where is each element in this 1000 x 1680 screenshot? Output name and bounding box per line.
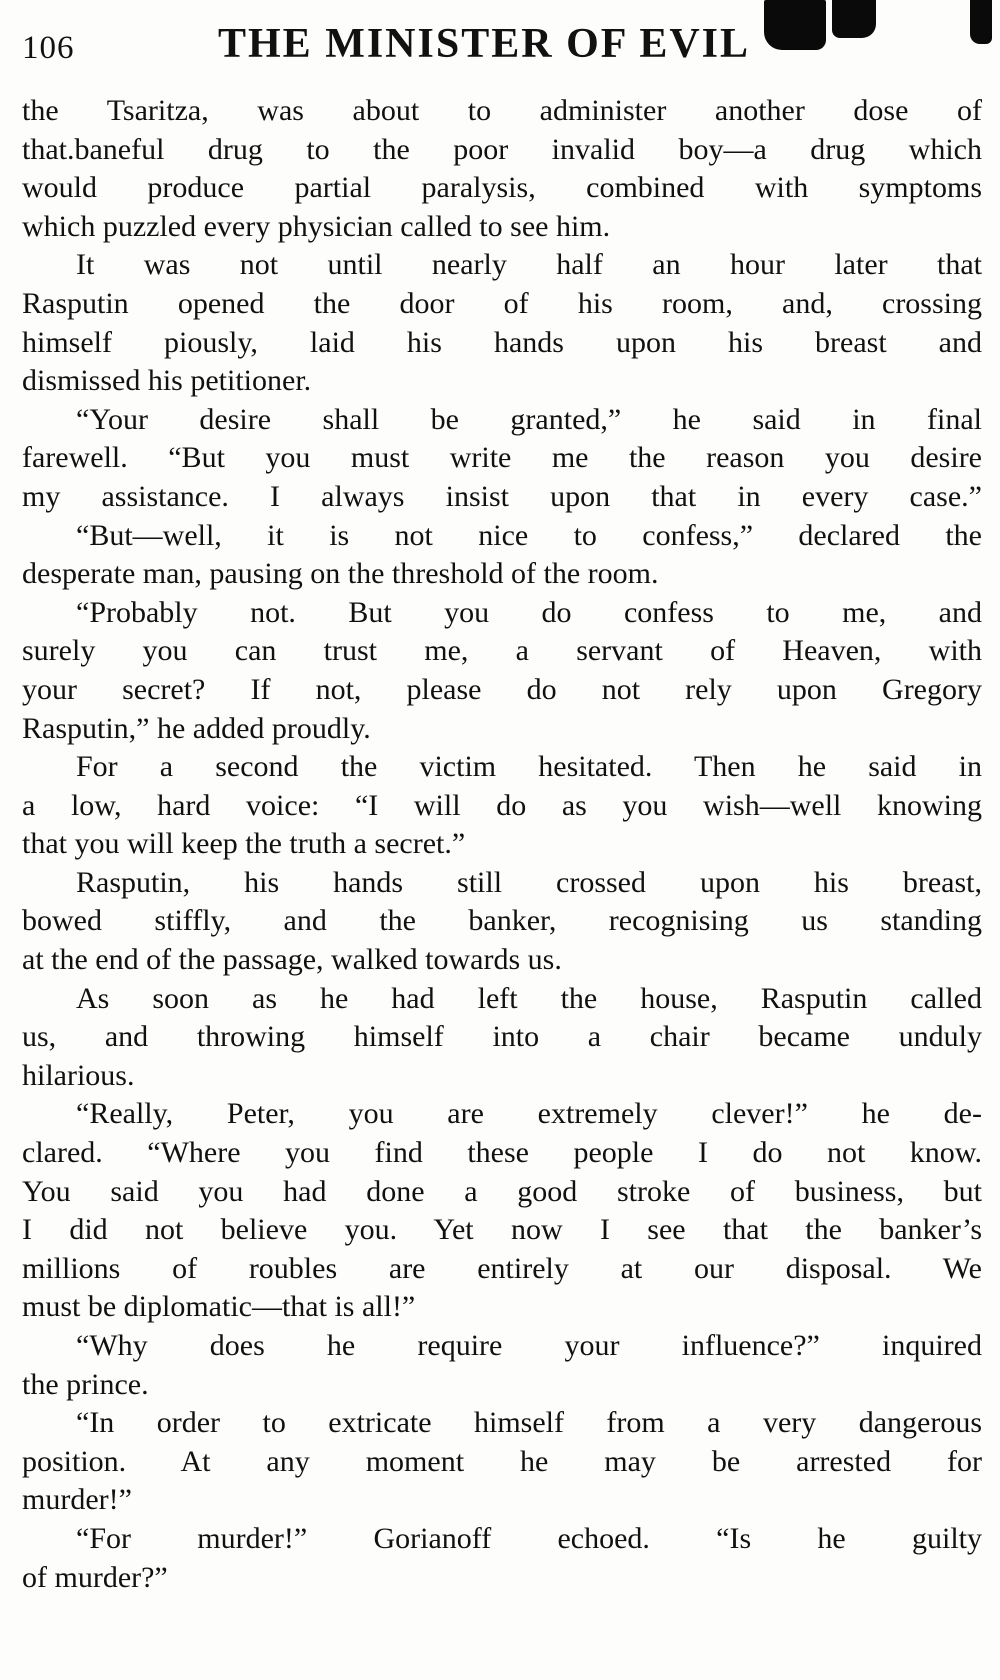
text-line: your secret? If not, please do not rely upon Gregory (22, 672, 982, 706)
text-line: “Really, Peter, you are extremely clever!” he de- (76, 1097, 982, 1131)
text-line: “Your desire shall be granted,” he said in final (76, 402, 982, 436)
text-line: desperate man, pausing on the threshold of the room. (22, 557, 659, 591)
text-line: the Tsaritza, was about to administer another dose of (22, 94, 982, 127)
text-line: must be diplomatic—that is all!” (22, 1290, 416, 1324)
text-line: a low, hard voice: “I will do as you wish—well knowing (22, 788, 982, 822)
text-line: would produce partial paralysis, combined with symptoms (22, 171, 982, 205)
text-line: clared. “Where you find these people I do not know. (22, 1136, 982, 1170)
text-line: bowed stiffly, and the banker, recognising us standing (22, 904, 982, 938)
text-line: “In order to extricate himself from a very dangerous (76, 1406, 982, 1440)
text-line: “Probably not. But you do confess to me, and (76, 595, 982, 629)
text-line: Rasputin, his hands still crossed upon his breast, (76, 865, 982, 899)
text-line: As soon as he had left the house, Rasputin called (76, 981, 982, 1015)
text-line: I did not believe you. Yet now I see that the banker’s (22, 1213, 982, 1247)
text-line: that you will keep the truth a secret.” (22, 827, 466, 861)
text-line: For a second the victim hesitated. Then he said in (76, 750, 982, 784)
text-line: Rasputin,” he added proudly. (22, 711, 371, 745)
text-line: You said you had done a good stroke of business, but (22, 1174, 982, 1208)
page-number: 106 (22, 30, 75, 66)
text-line: at the end of the passage, walked towards us. (22, 943, 562, 977)
text-line: murder!” (22, 1483, 132, 1517)
text-line: “But—well, it is not nice to confess,” declared the (76, 518, 982, 552)
text-line: dismissed his petitioner. (22, 364, 312, 398)
text-line: farewell. “But you must write me the reason you desire (22, 441, 982, 475)
body-text (22, 92, 982, 1597)
ink-smudge (764, 0, 826, 50)
text-line: millions of roubles are entirely at our disposal. We (22, 1251, 982, 1285)
text-line: “For murder!” Gorianoff echoed. “Is he guilty (76, 1521, 982, 1555)
running-title: THE MINISTER OF EVIL (218, 21, 751, 67)
ink-smudge (970, 0, 992, 44)
text-line: which puzzled every physician called to see him. (22, 209, 611, 243)
text-line: himself piously, laid his hands upon his breast and (22, 325, 982, 359)
text-line: surely you can trust me, a servant of Heaven, with (22, 634, 982, 668)
text-line: Rasputin opened the door of his room, and, crossing (22, 286, 982, 320)
text-line: my assistance. I always insist upon that in every case.” (22, 479, 982, 513)
text-line: hilarious. (22, 1058, 135, 1092)
text-line: us, and throwing himself into a chair became unduly (22, 1020, 982, 1054)
text-line: the prince. (22, 1367, 149, 1401)
ink-smudge (832, 0, 876, 38)
text-line: that.baneful drug to the poor invalid boy—a drug which (22, 132, 982, 166)
text-line: of murder?” (22, 1560, 168, 1594)
text-line: It was not until nearly half an hour later that (76, 248, 982, 282)
running-header (22, 18, 982, 78)
text-line: position. At any moment he may be arrested for (22, 1444, 982, 1478)
text-line: “Why does he require your influence?” inquired (76, 1329, 982, 1362)
